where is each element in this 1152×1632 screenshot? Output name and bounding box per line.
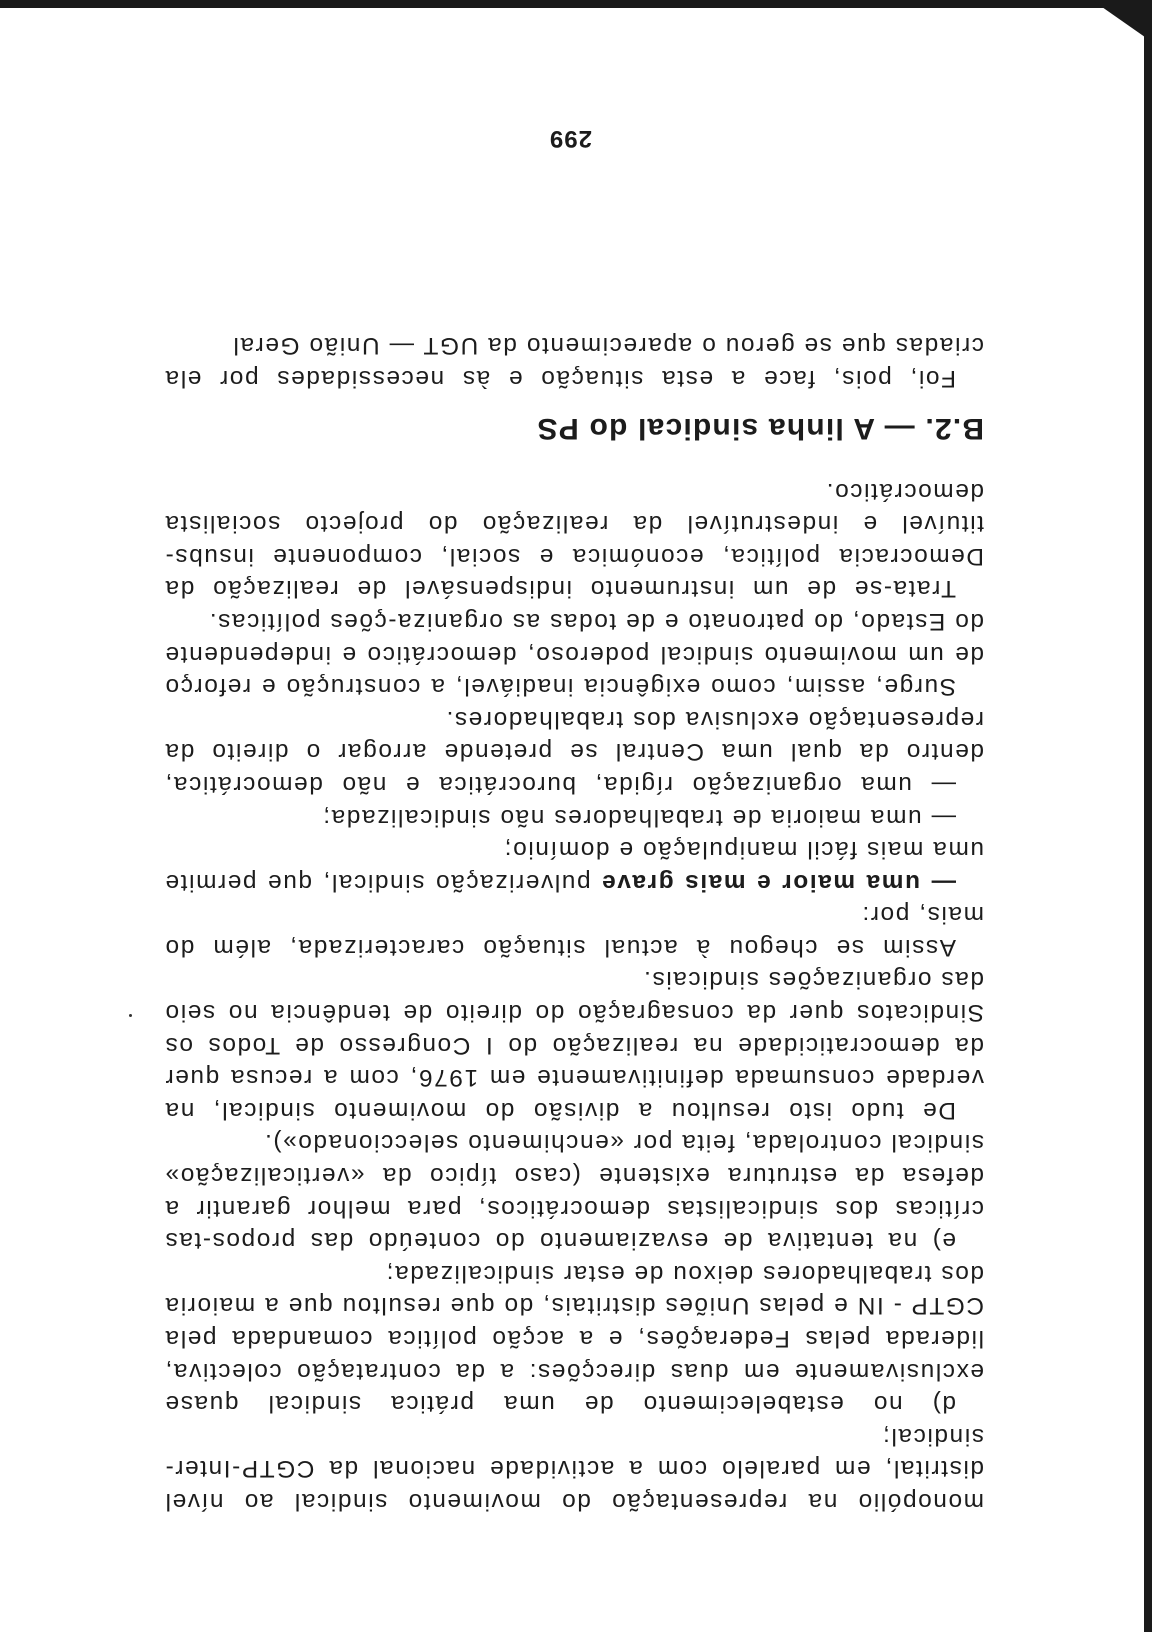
list-item: — uma maioria de trabalhadores não sindicalizada;	[321, 803, 956, 831]
list-item: — uma organização rígida, burocrática e não democrática, dentro da qual uma Central se pretende arrogar o direito da representação exclusiva dos trabalhadores.	[164, 705, 984, 798]
page-number: 299	[548, 125, 592, 152]
scan-speck	[129, 1014, 132, 1017]
paragraph: De tudo isto resultou a divisão do movimento sindical, na verdade consumada definitivamente em 1976, com a recusa quer da democraticidade na realização do I Congresso de Todos os Sindicatos quer da consagração do direito de tendência no seio das organizações sindicais.	[164, 966, 984, 1124]
list-item	[164, 833, 984, 898]
scan-edge-artifact	[0, 0, 1152, 8]
paragraph: monopólio na representação do movimento sindical ao nível distrital, em paralelo com a actividade nacional da CGTP-Inter-sindical;	[164, 1422, 984, 1515]
paragraph: Surge, assim, como exigência inadiável, a construção e reforço de um movimento sindical poderoso, democrático e independente do Estado, do patronato e de todas as organiza-ções políticas.	[164, 607, 984, 701]
emphasis: — uma maior e mais grave	[600, 868, 956, 896]
body-text	[164, 329, 984, 1517]
paragraph: d) no estabelecimento de uma prática sindical quase exclusivamente em duas direcções: a da contratação colectiva, liderada pelas Federações, e a acção política comandada pela CGTP - IN e pelas Uniões distritais, do que resultou que a maioria dos trabalhadores deixou de estar sindicalizada;	[164, 1259, 984, 1418]
paragraph: e) na tentativa de esvaziamento do conteúdo das propos-tas críticas dos sindicalistas democráticos, para melhor garantir a defesa da estrutura existente (caso típico da «verticalização» sindical controlada, feita por «enchimento seleccionado»).	[164, 1129, 984, 1255]
scan-edge-artifact	[1144, 0, 1152, 1632]
list-item-text: pulverização sindical, que permite uma mais fácil manipulação e domínio;	[164, 836, 984, 896]
paragraph: Foi, pois, face a esta situação e às necessidades por ela criadas que se gerou o aparecimento da UGT — União Geral	[164, 332, 984, 392]
paragraph: Trata-se de um instrumento indispensável de realização da Democracia política, económica e social, componente insubs-tituível e indestrutível da realização do projecto socialista democrático.	[164, 477, 984, 603]
section-heading: B.2. — A linha sindical do PS	[536, 412, 984, 445]
paragraph: Assim se chegou à actual situação caracterizada, além do mais, por:	[164, 901, 984, 961]
